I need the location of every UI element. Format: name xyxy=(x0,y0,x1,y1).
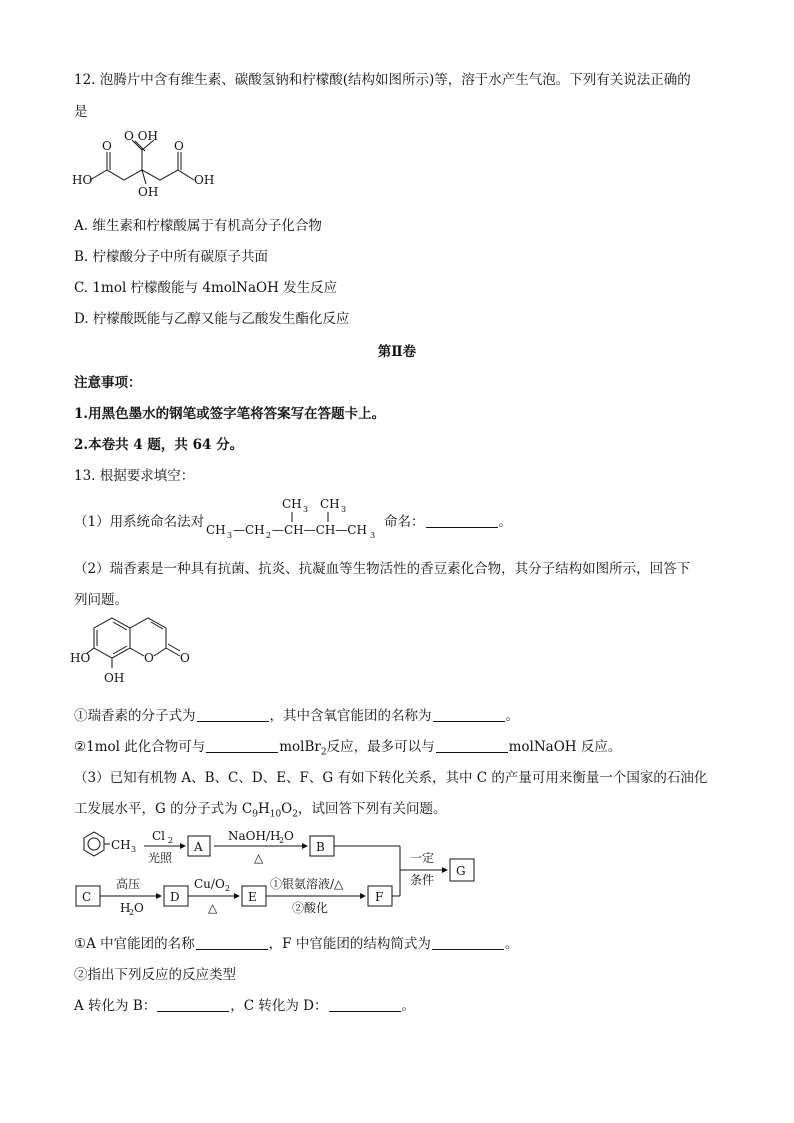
notice-1: 1.用黑色墨水的钢笔或签字笔将答案写在答题卡上。 xyxy=(74,406,386,422)
q13-p2-q1 xyxy=(74,704,519,724)
scheme-cond-top: 一定 xyxy=(410,851,435,865)
scheme-h2o-end: O xyxy=(134,901,144,915)
alkane-end-sub: 3 xyxy=(370,531,376,540)
scheme-f: F xyxy=(375,890,384,904)
q13-p3-q1-blank2[interactable] xyxy=(432,935,504,950)
scheme-e: E xyxy=(248,890,257,904)
q13-p2-q1-c: 。 xyxy=(505,708,519,724)
q13-p3-q1-a: ①A 中官能团的名称 xyxy=(74,936,195,952)
q13-p1-suffix-a: 命名： xyxy=(384,514,425,530)
scheme-cond-bot: 条件 xyxy=(410,873,435,887)
q13-p3-line2-b: H xyxy=(257,801,270,817)
scheme-toluene-ch: CH xyxy=(111,838,131,852)
q13-p2-q2-d: molNaOH 反应。 xyxy=(508,739,622,755)
scheme-cl2-sub: 2 xyxy=(168,836,174,845)
q13-p2-q1-b: ，其中含氧官能团的名称为 xyxy=(269,708,432,724)
scheme-heat2: △ xyxy=(208,901,218,915)
q13-p2-q2-sub: 2 xyxy=(320,747,327,758)
q13-p1-suffix-b: 。 xyxy=(498,514,512,530)
q12-option-d: D. 柠檬酸既能与乙醇又能与乙酸发生酯化反应 xyxy=(74,311,350,327)
alkane-chain: —CH—CH—CH xyxy=(272,523,367,537)
notice-title: 注意事项： xyxy=(74,375,142,391)
q13-p3-q3-c: 。 xyxy=(401,998,416,1014)
q13-p2-line2: 列问题。 xyxy=(74,592,128,608)
q13-p3-q1-blank1[interactable] xyxy=(196,935,268,950)
q13-p2-q2-b: molBr xyxy=(279,739,321,755)
scheme-h2o: H xyxy=(120,901,131,915)
q12-stem-line1: 12. 泡腾片中含有维生素、碳酸氢钠和柠檬酸(结构如图所示)等，溶于水产生气泡。下列有关说法正确的 xyxy=(74,72,691,88)
alkane-ch3-top1-sub: 3 xyxy=(303,505,309,514)
q13-p3-line2-sub2: 10 xyxy=(269,809,282,820)
q13-p3-line2 xyxy=(74,797,446,820)
q12-option-c: C. 1mol 柠檬酸能与 4molNaOH 发生反应 xyxy=(74,280,338,296)
toluene-ring-icon xyxy=(84,832,104,856)
q13-p3-q3-b: ，C 转化为 D： xyxy=(230,998,328,1014)
alkane-ch2: —CH xyxy=(233,523,265,537)
scheme-naoh: NaOH/H xyxy=(228,829,281,843)
citric-label-oh-right: OH xyxy=(194,173,215,187)
citric-label-o-right: O xyxy=(174,139,184,153)
alkane-ch3-top2: CH xyxy=(320,497,340,511)
scheme-d: D xyxy=(170,890,180,904)
citric-acid-structure xyxy=(72,128,222,200)
q13-p3-q1-b: ，F 中官能团的结构简式为 xyxy=(268,936,431,952)
reaction-scheme xyxy=(70,822,490,918)
daphnetin-label-o-ring: O xyxy=(144,651,154,665)
scheme-acid: ②酸化 xyxy=(292,901,329,915)
q13-p2-q1-a: ①瑞香素的分子式为 xyxy=(74,708,196,724)
q13-p3-q3-blank1[interactable] xyxy=(157,997,229,1012)
q13-stem: 13. 根据要求填空： xyxy=(74,468,195,484)
scheme-cuo2: Cu/O xyxy=(194,877,225,891)
q13-p2-q2-c: 反应，最多可以与 xyxy=(326,739,435,755)
q13-p1-prefix: （1）用系统命名法对 xyxy=(74,514,205,530)
q13-p2-q1-blank2[interactable] xyxy=(433,707,505,722)
citric-label-ho: HO xyxy=(72,173,93,187)
q13-p3-q3-blank2[interactable] xyxy=(329,997,401,1012)
q13-p3-line2-sub3: 2 xyxy=(292,809,298,820)
q13-p3-line1: （3）已知有机物 A、B、C、D、E、F、G 有如下转化关系，其中 C 的产量可用来衡量一个国家的石油化 xyxy=(74,770,708,786)
q13-p3-q2: ②指出下列反应的反应类型 xyxy=(74,967,236,983)
section-title: 第Ⅱ卷 xyxy=(377,344,417,360)
q13-p2-q2-blank1[interactable] xyxy=(206,738,278,753)
scheme-naoh-sub: 2 xyxy=(279,836,285,845)
q13-p3-q1 xyxy=(74,932,518,952)
alkane-ch3-top2-sub: 3 xyxy=(341,505,347,514)
q13-p2-line1: （2）瑞香素是一种具有抗菌、抗炎、抗凝血等生物活性的香豆素化合物，其分子结构如图所示，回答下 xyxy=(74,561,691,577)
q12-option-a: A. 维生素和柠檬酸属于有机高分子化合物 xyxy=(74,218,322,234)
q13-p3-q3-a: A 转化为 B： xyxy=(74,998,157,1014)
daphnetin-label-o-keto: O xyxy=(180,651,190,665)
alkane-main-ch3: CH xyxy=(206,523,226,537)
q13-p3-q3 xyxy=(74,994,415,1014)
scheme-cl2: Cl xyxy=(152,829,166,843)
q13-p2-q2 xyxy=(74,735,621,758)
q12-option-b: B. 柠檬酸分子中所有碳原子共面 xyxy=(74,249,269,265)
q13-p3-line2-sub1: 9 xyxy=(252,809,258,820)
q13-p2-q1-blank1[interactable] xyxy=(197,707,269,722)
notice-2: 2.本卷共 4 题，共 64 分。 xyxy=(74,437,244,453)
q12-stem-line2: 是 xyxy=(74,104,88,120)
citric-label-o-top: O OH xyxy=(124,129,158,143)
q13-p1-blank[interactable] xyxy=(426,513,498,528)
alkane-ch3-top1: CH xyxy=(282,497,302,511)
alkane-structure xyxy=(206,492,382,540)
q13-p2-q2-blank2[interactable] xyxy=(436,738,508,753)
scheme-heat1: △ xyxy=(254,851,264,865)
scheme-c: C xyxy=(82,890,92,904)
citric-label-oh-mid: OH xyxy=(138,185,159,199)
q13-p3-q1-c: 。 xyxy=(504,936,519,952)
scheme-a: A xyxy=(194,840,203,854)
q13-p1-answer xyxy=(384,510,512,530)
scheme-silver: ①银氨溶液/△ xyxy=(270,877,344,891)
q13-p3-line2-a: 工发展水平，G 的分子式为 C xyxy=(74,801,253,817)
scheme-h2o-sub: 2 xyxy=(129,908,135,917)
q13-p2-q2-a: ②1mol 此化合物可与 xyxy=(74,739,206,755)
scheme-naoh-end: O xyxy=(284,829,294,843)
alkane-ch2-sub: 2 xyxy=(266,531,272,540)
daphnetin-label-oh: OH xyxy=(104,671,125,685)
scheme-toluene-sub: 3 xyxy=(131,845,137,854)
scheme-b: B xyxy=(316,840,325,854)
daphnetin-label-ho: HO xyxy=(70,651,91,665)
scheme-hp: 高压 xyxy=(116,877,141,891)
daphnetin-structure xyxy=(70,612,210,688)
citric-label-o-left: O xyxy=(102,139,112,153)
scheme-light: 光照 xyxy=(148,851,173,865)
q13-p3-line2-d: ，试回答下列有关问题。 xyxy=(297,801,447,817)
q13-p3-line2-c: O xyxy=(281,801,293,817)
q13-p1 xyxy=(74,510,204,530)
scheme-g: G xyxy=(456,864,466,878)
scheme-cuo2-sub: 2 xyxy=(225,884,231,893)
alkane-main-sub: 3 xyxy=(227,531,233,540)
